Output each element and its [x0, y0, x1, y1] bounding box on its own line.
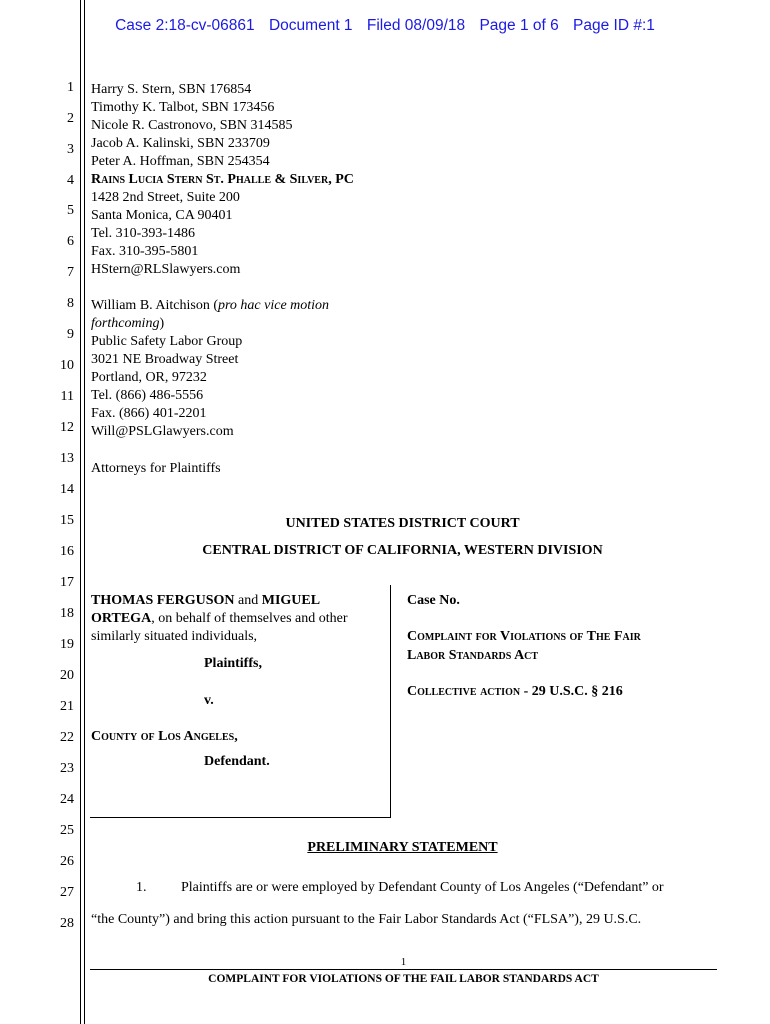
- page-id: Page ID #:1: [573, 17, 655, 34]
- law-firm-name: Public Safety Labor Group: [91, 334, 243, 349]
- firm-fax: Fax. 310-395-5801: [91, 244, 199, 259]
- plaintiffs-label: Plaintiffs,: [204, 656, 262, 671]
- line-number: 12: [60, 420, 74, 435]
- line-number: 17: [60, 575, 74, 590]
- page-number: 1: [400, 956, 407, 968]
- firm-address-line2: Portland, OR, 97232: [91, 370, 207, 385]
- collective-action-statute: - 29 U.S.C. § 216: [520, 684, 623, 699]
- line-number: 27: [60, 885, 74, 900]
- attorney-name: Jacob A. Kalinski, SBN 233709: [91, 136, 270, 151]
- page-count: Page 1 of 6: [479, 17, 559, 34]
- line-number: 4: [67, 173, 74, 188]
- attorneys-for-label: Attorneys for Plaintiffs: [91, 461, 221, 476]
- firm-email: Will@PSLGlawyers.com: [91, 424, 234, 439]
- line-number: 20: [60, 668, 74, 683]
- line-number: 7: [67, 265, 74, 280]
- plaintiff-names-line1: [91, 592, 320, 610]
- ecf-header: [0, 17, 770, 35]
- court-district: CENTRAL DISTRICT OF CALIFORNIA, WESTERN DIVISION: [202, 543, 603, 558]
- versus: v.: [204, 693, 214, 708]
- section-heading: PRELIMINARY STATEMENT: [307, 840, 498, 855]
- law-firm-name: Rains Lucia Stern St. Phalle & Silver, PC: [91, 172, 354, 187]
- document-number: Document 1: [268, 17, 353, 34]
- collective-action-text: Collective action: [407, 684, 521, 699]
- plaintiff-description: similarly situated individuals,: [91, 629, 258, 644]
- defendant-label: Defendant.: [204, 754, 270, 769]
- left-margin-rule-inner: [84, 0, 85, 1024]
- complaint-title-line2: Labor Standards Act: [407, 648, 539, 663]
- attorney-name: Harry S. Stern, SBN 176854: [91, 82, 252, 97]
- attorney-name: [91, 297, 329, 315]
- line-number: 16: [60, 544, 74, 559]
- line-number: 3: [67, 142, 74, 157]
- plaintiff-name: MIGUEL: [261, 593, 321, 608]
- line-number: 18: [60, 606, 74, 621]
- firm-address-line1: 3021 NE Broadway Street: [91, 352, 239, 367]
- collective-action-label: [407, 683, 623, 701]
- complaint-title-line1: Complaint for Violations of The Fair: [407, 629, 641, 644]
- attorney-name: Nicole R. Castronovo, SBN 314585: [91, 118, 293, 133]
- plaintiff-names-line2: [91, 610, 348, 628]
- pro-hac-vice-forthcoming: forthcoming: [91, 316, 160, 331]
- pro-hac-vice-note: pro hac vice motion: [217, 298, 330, 313]
- line-number: 1: [67, 80, 74, 95]
- line-number: 13: [60, 451, 74, 466]
- line-number: 22: [60, 730, 74, 745]
- line-number: 26: [60, 854, 74, 869]
- firm-telephone: Tel. (866) 486-5556: [91, 388, 204, 403]
- pro-hac-vice-status: [91, 315, 164, 333]
- attorney-name-text: William B. Aitchison (: [91, 298, 218, 313]
- attorney-name: Timothy K. Talbot, SBN 173456: [91, 100, 275, 115]
- paragraph-text-line2: “the County”) and bring this action pursuant to the Fair Labor Standards Act (“FLSA”), 29 U.S.C.: [91, 912, 642, 927]
- case-number: Case 2:18-cv-06861: [115, 17, 255, 34]
- left-margin-rule: [80, 0, 81, 1024]
- line-number: 28: [60, 916, 74, 931]
- line-number: 10: [60, 358, 74, 373]
- line-number: 2: [67, 111, 74, 126]
- line-number: 9: [67, 327, 74, 342]
- plaintiff-description: , on behalf of themselves and other: [151, 611, 348, 626]
- conjunction: and: [234, 593, 262, 608]
- case-number-label: Case No.: [407, 593, 460, 608]
- line-number: 25: [60, 823, 74, 838]
- line-number: 21: [60, 699, 74, 714]
- line-number: 8: [67, 296, 74, 311]
- firm-telephone: Tel. 310-393-1486: [91, 226, 196, 241]
- line-number: 11: [60, 389, 74, 404]
- plaintiff-name: THOMAS FERGUSON: [91, 593, 235, 608]
- firm-fax: Fax. (866) 401-2201: [91, 406, 207, 421]
- line-number: 15: [60, 513, 74, 528]
- plaintiff-name: ORTEGA: [91, 611, 152, 626]
- paragraph-number: 1.: [136, 880, 147, 895]
- defendant-name: County of Los Angeles,: [91, 729, 238, 744]
- line-number: 6: [67, 234, 74, 249]
- firm-address-line2: Santa Monica, CA 90401: [91, 208, 233, 223]
- paragraph-text-line1: Plaintiffs are or were employed by Defendant County of Los Angeles (“Defendant” or: [181, 880, 664, 895]
- attorney-name: Peter A. Hoffman, SBN 254354: [91, 154, 270, 169]
- line-number: 24: [60, 792, 74, 807]
- court-name: UNITED STATES DISTRICT COURT: [285, 516, 520, 531]
- line-number: 5: [67, 203, 74, 218]
- paren-close: ): [159, 316, 165, 331]
- filed-date: Filed 08/09/18: [366, 17, 466, 34]
- line-number: 19: [60, 637, 74, 652]
- line-number: 23: [60, 761, 74, 776]
- line-number: 14: [60, 482, 74, 497]
- firm-address-line1: 1428 2nd Street, Suite 200: [91, 190, 240, 205]
- firm-email: HStern@RLSlawyers.com: [91, 262, 241, 277]
- footer-title: COMPLAINT FOR VIOLATIONS OF THE FAIL LABOR STANDARDS ACT: [208, 973, 599, 985]
- footer-rule: [90, 969, 717, 970]
